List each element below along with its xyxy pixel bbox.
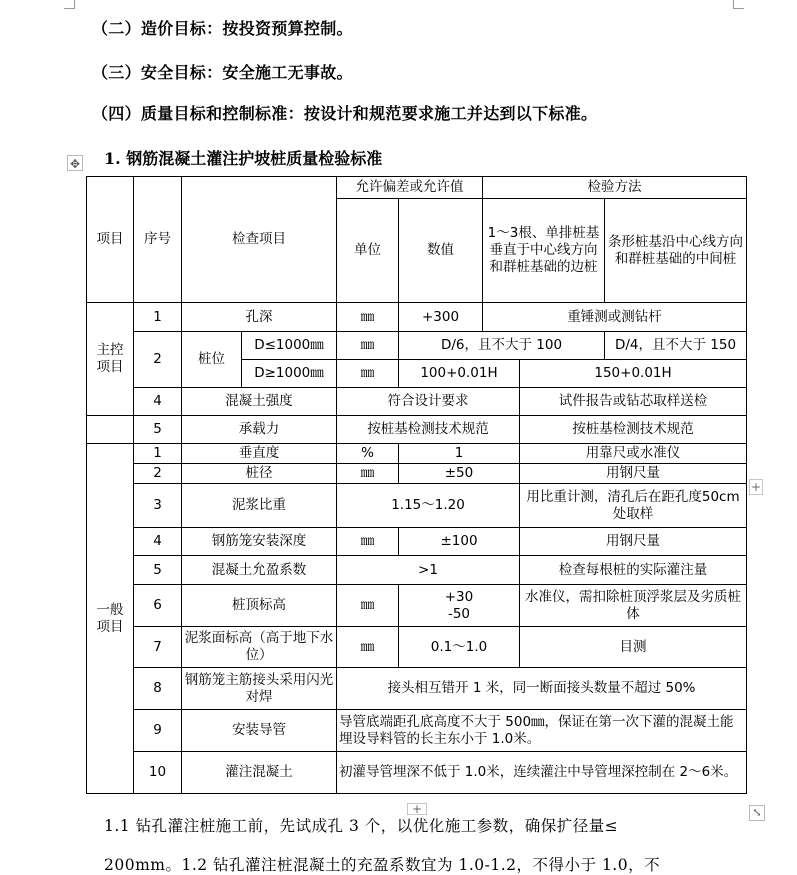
value: >1 [337, 556, 520, 585]
add-column-plus-icon[interactable]: + [750, 480, 762, 494]
value: 100+0.01H [399, 360, 520, 388]
value: +300 [399, 303, 483, 332]
check-item: 混凝土允盈系数 [182, 556, 337, 585]
body-paragraph-line-1: 1.1 钻孔灌注桩施工前，先试成孔 3 个，以优化施工参数，确保扩径量≤ [104, 817, 619, 835]
unit: ㎜ [337, 332, 399, 360]
check-item: 钢筋笼主筋接头采用闪光对焊 [182, 668, 337, 710]
check-item: 垂直度 [182, 444, 337, 464]
quality-target-heading: （四）质量目标和控制标准：按设计和规范要求施工并达到以下标准。 [92, 104, 598, 123]
row-no: 1 [134, 444, 182, 464]
unit: % [337, 444, 399, 464]
table-resize-icon[interactable]: ⤡ [749, 805, 765, 821]
method: 用钢尺量 [520, 528, 747, 556]
value: 符合设计要求 [337, 388, 520, 416]
check-item: 钢筋笼安装深度 [182, 528, 337, 556]
header-method-a: 1～3根、单排桩基垂直于中心线方向和群桩基础的边桩 [483, 199, 605, 303]
check-item: 桩位 [182, 332, 242, 388]
value: ±100 [399, 528, 520, 556]
value: 接头相互错开 1 米，同一断面接头数量不超过 50% [337, 668, 747, 710]
page-corner-mark-left [64, 0, 75, 9]
value: 按桩基检测技术规范 [337, 416, 520, 444]
row-no: 4 [134, 388, 182, 416]
main-control-group: 主控项目 [87, 303, 134, 416]
method: 150+0.01H [520, 360, 747, 388]
empty-cell [87, 416, 134, 444]
row-no: 6 [134, 585, 182, 627]
row-no: 3 [134, 484, 182, 528]
value: 1 [399, 444, 520, 464]
value: 初灌导管埋深不低于 1.0米，连续灌注中导管埋深控制在 2～6米。 [337, 752, 747, 794]
value: 导管底端距孔底高度不大于 500㎜，保证在第一次下灌的混凝土能埋设导料管的长主东小于 1.0米。 [337, 710, 747, 752]
unit: ㎜ [337, 627, 399, 668]
method: 目测 [520, 627, 747, 668]
method: 按桩基检测技术规范 [520, 416, 747, 444]
general-group: 一般项目 [87, 444, 134, 794]
row-no: 5 [134, 416, 182, 444]
check-item: 桩径 [182, 464, 337, 484]
check-item: 承载力 [182, 416, 337, 444]
method: 用比重计测，清孔后在距孔度50cm处取样 [520, 484, 747, 528]
value-lower: -50 [447, 605, 471, 622]
row-no: 1 [134, 303, 182, 332]
header-method-b: 条形桩基沿中心线方向和群桩基础的中间桩 [605, 199, 747, 303]
header-method: 检验方法 [483, 177, 747, 199]
unit: ㎜ [337, 303, 399, 332]
check-item: 桩顶标高 [182, 585, 337, 627]
header-value: 数值 [399, 199, 483, 303]
value: 0.1～1.0 [399, 627, 520, 668]
check-item: 孔深 [182, 303, 337, 332]
cost-target-heading: （二）造价目标：按投资预算控制。 [92, 19, 353, 38]
add-row-plus-icon[interactable]: + [407, 803, 427, 815]
check-item: 灌注混凝土 [182, 752, 337, 794]
method: 检查每根桩的实际灌注量 [520, 556, 747, 585]
header-item: 项目 [87, 177, 134, 303]
check-item: 泥浆面标高（高于地下水位） [182, 627, 337, 668]
sub-item: D≤1000㎜ [242, 332, 337, 360]
method: 重锤测或测钻杆 [483, 303, 747, 332]
check-item: 安装导管 [182, 710, 337, 752]
check-item: 泥浆比重 [182, 484, 337, 528]
row-no: 7 [134, 627, 182, 668]
value: 1.15～1.20 [337, 484, 520, 528]
unit: ㎜ [337, 528, 399, 556]
quality-inspection-table [86, 176, 747, 794]
row-no: 2 [134, 464, 182, 484]
method: 用靠尺或水准仪 [520, 444, 747, 464]
header-check-item: 检查项目 [182, 177, 337, 303]
page-corner-mark-right [733, 0, 744, 9]
method: 水准仪，需扣除桩顶浮浆层及劣质桩体 [520, 585, 747, 627]
value: ±50 [399, 464, 520, 484]
row-no: 2 [134, 332, 182, 388]
body-paragraph-line-2: 200mm。1.2 钻孔灌注桩混凝土的充盈系数宜为 1.0-1.2，不得小于 1.0，不 [104, 856, 661, 874]
safety-target-heading: （三）安全目标：安全施工无事故。 [92, 63, 353, 82]
unit: ㎜ [337, 360, 399, 388]
value-upper: +30 [444, 588, 474, 605]
value [399, 585, 520, 627]
sub-item: D≥1000㎜ [242, 360, 337, 388]
unit: ㎜ [337, 464, 399, 484]
check-item: 混凝土强度 [182, 388, 337, 416]
method: D/4，且不大于 150 [605, 332, 747, 360]
row-no: 10 [134, 752, 182, 794]
header-unit: 单位 [337, 199, 399, 303]
table-move-handle-icon[interactable]: ✥ [67, 155, 83, 171]
row-no: 4 [134, 528, 182, 556]
row-no: 9 [134, 710, 182, 752]
header-seq: 序号 [134, 177, 182, 303]
row-no: 5 [134, 556, 182, 585]
method: 用钢尺量 [520, 464, 747, 484]
row-no: 8 [134, 668, 182, 710]
table-section-title: 1. 钢筋混凝土灌注护坡桩质量检验标准 [104, 149, 383, 168]
unit: ㎜ [337, 585, 399, 627]
value: D/6，且不大于 100 [399, 332, 605, 360]
method: 试件报告或钻芯取样送检 [520, 388, 747, 416]
header-tolerance: 允许偏差或允许值 [337, 177, 483, 199]
